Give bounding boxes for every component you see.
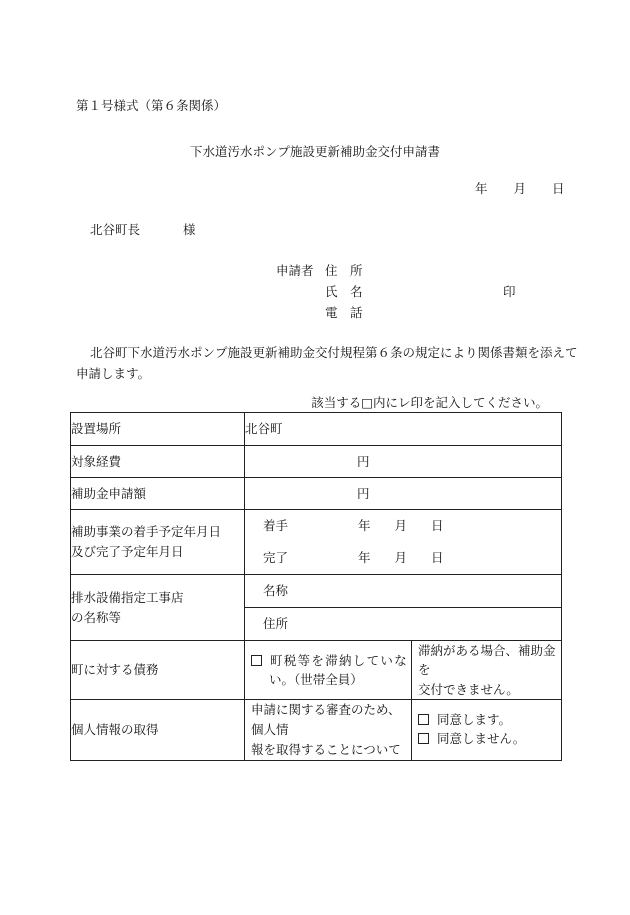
end-year-label: 年 <box>358 550 371 565</box>
location-value: 北谷町 <box>245 421 283 436</box>
end-date-field[interactable] <box>245 542 561 574</box>
cost-label: 対象経費 <box>71 446 245 478</box>
contractor-name-label: 名称 <box>263 583 289 598</box>
form-number: 第１号様式（第６条関係） <box>76 98 227 113</box>
row-subsidy <box>71 478 562 510</box>
end-label: 完了 <box>263 550 289 565</box>
date-month-label: 月 <box>513 181 527 196</box>
contractor-label-line2: の名称等 <box>71 609 122 625</box>
debt-note-line1: 滞納がある場合、補助金を <box>418 643 556 678</box>
schedule-label <box>71 510 245 575</box>
start-month-label: 月 <box>394 518 408 533</box>
location-value-field[interactable] <box>245 413 562 446</box>
agree-label: 同意します。 <box>437 712 512 728</box>
row-schedule <box>71 510 562 575</box>
schedule-dates <box>245 510 562 575</box>
subsidy-unit: 円 <box>357 485 370 501</box>
debt-check-line1: 町税等を滞納していな <box>270 652 409 668</box>
privacy-label: 個人情報の取得 <box>71 700 245 761</box>
start-date-field[interactable] <box>245 510 561 542</box>
privacy-desc-line2: 報を取得することについて <box>251 742 401 758</box>
applicant-name-label: 氏 名 <box>325 284 363 299</box>
no-arrears-checkbox[interactable] <box>251 655 262 666</box>
cost-unit: 円 <box>357 453 370 469</box>
disagree-checkbox[interactable] <box>418 733 429 744</box>
contractor-label-line1: 排水設備指定工事店 <box>71 589 184 605</box>
debt-note-cell <box>412 641 562 700</box>
date-line <box>475 183 565 196</box>
addressee-name: 北谷町長 <box>90 222 141 237</box>
row-cost <box>71 446 562 478</box>
applicant-address-label: 住 所 <box>325 263 363 278</box>
checkbox-instruction: 該当する□内にレ印を記入してください。 <box>311 395 548 410</box>
agree-checkbox[interactable] <box>418 714 429 725</box>
schedule-label-line2: 及び完了予定年月日 <box>71 544 184 559</box>
row-contractor <box>71 575 562 641</box>
contractor-label <box>71 575 245 641</box>
start-label: 着手 <box>263 518 289 533</box>
applicant-phone-label: 電 話 <box>325 305 363 320</box>
start-year-label: 年 <box>358 518 371 533</box>
contractor-details <box>245 575 562 641</box>
debt-check-line2: い。（世帯全員） <box>269 672 363 688</box>
seal-mark: 印 <box>503 284 516 299</box>
debt-note-line2: 交付できません。 <box>418 681 519 697</box>
end-day-label: 日 <box>431 550 444 565</box>
row-privacy <box>71 700 562 761</box>
disagree-label: 同意しません。 <box>437 731 526 747</box>
addressee-honorific: 様 <box>183 222 196 237</box>
date-day-label: 日 <box>552 181 565 196</box>
subsidy-amount-field[interactable] <box>245 478 562 510</box>
privacy-description <box>245 700 412 761</box>
date-year-label: 年 <box>475 181 488 196</box>
contractor-name-field[interactable] <box>245 575 561 607</box>
row-location <box>71 413 562 446</box>
debt-check-cell <box>245 641 412 700</box>
start-day-label: 日 <box>431 518 444 533</box>
intro-text-line1: 北谷町下水道汚水ポンプ施設更新補助金交付規程第６条の規定により関係書類を添えて <box>90 345 578 360</box>
end-month-label: 月 <box>394 550 408 565</box>
cost-amount-field[interactable] <box>245 446 562 478</box>
privacy-desc-line1: 申請に関する審査のため、個人情 <box>251 702 401 738</box>
subsidy-label: 補助金申請額 <box>71 478 245 510</box>
contractor-address-label: 住所 <box>263 616 289 631</box>
schedule-label-line1: 補助事業の着手予定年月日 <box>71 524 222 539</box>
location-label: 設置場所 <box>71 413 245 446</box>
application-table <box>70 412 562 761</box>
contractor-address-field[interactable] <box>245 607 561 640</box>
document-title: 下水道汚水ポンプ施設更新補助金交付申請書 <box>189 144 440 159</box>
privacy-consent-options <box>412 700 562 761</box>
debt-label: 町に対する債務 <box>71 641 245 700</box>
applicant-label: 申請者 <box>276 263 314 278</box>
row-debt <box>71 641 562 700</box>
intro-text-line2: 申請します。 <box>76 366 151 381</box>
